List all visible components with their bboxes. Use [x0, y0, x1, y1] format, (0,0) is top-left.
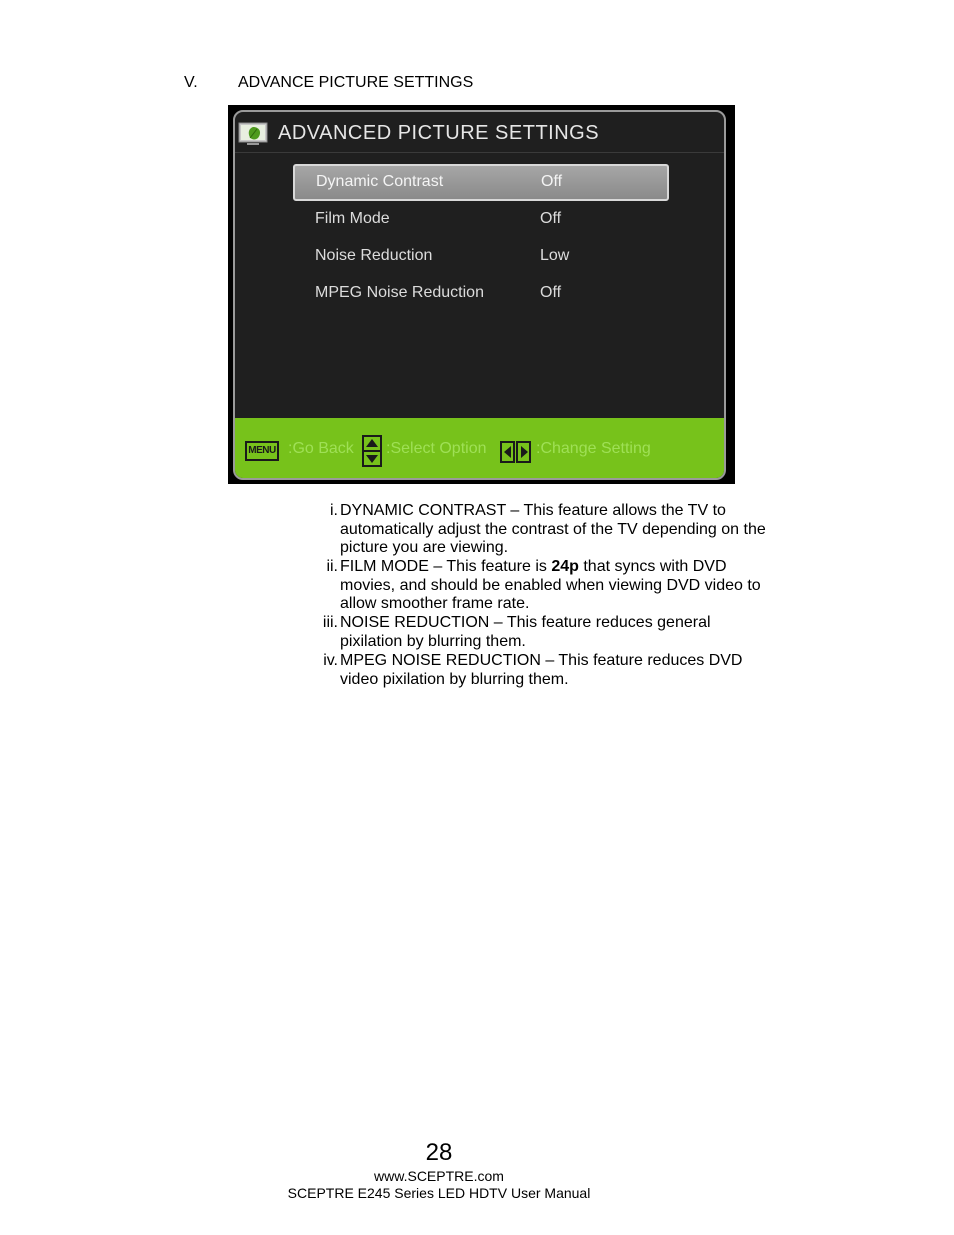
- menu-row-label: Dynamic Contrast: [316, 173, 444, 190]
- osd-divider: [235, 152, 724, 153]
- osd-screenshot: [228, 105, 735, 484]
- list-item-text: MPEG NOISE REDUCTION – This feature reduces DVD video pixilation by blurring them.: [340, 652, 743, 688]
- select-option-hint: :Select Option: [386, 440, 487, 457]
- menu-row-value: Off: [541, 173, 563, 190]
- menu-row-value: Low: [540, 247, 570, 264]
- list-item-text: NOISE REDUCTION – This feature reduces general pixilation by blurring them.: [340, 614, 711, 650]
- menu-row-value: Off: [540, 210, 562, 227]
- go-back-hint: :Go Back: [288, 440, 354, 457]
- menu-row-value: Off: [540, 284, 562, 301]
- osd-panel: [233, 110, 726, 480]
- list-item-text: FILM MODE – This feature is 24p that syncs with DVD movies, and should be enabled when viewing DVD video to allow smoother frame rate.: [340, 558, 761, 613]
- menu-row-label: Noise Reduction: [315, 247, 433, 264]
- manual-title: SCEPTRE E245 Series LED HDTV User Manual: [287, 1185, 591, 1201]
- menu-row-label: Film Mode: [315, 210, 390, 227]
- osd-footer-bar: [235, 418, 724, 478]
- list-item-number: iii.: [322, 614, 338, 631]
- list-item-number: i.: [330, 502, 338, 519]
- menu-row-film-mode[interactable]: [293, 201, 669, 238]
- change-setting-hint: :Change Setting: [536, 440, 651, 457]
- menu-row-noise-reduction[interactable]: [293, 238, 669, 275]
- section-number: V.: [184, 74, 198, 91]
- website-url: www.SCEPTRE.com: [374, 1168, 504, 1184]
- left-right-arrow-icon: [500, 441, 532, 463]
- picture-leaf-icon: [238, 120, 268, 148]
- menu-row-mpeg-noise-reduction[interactable]: [293, 275, 669, 312]
- list-item-number: ii.: [326, 558, 338, 575]
- menu-key-icon: MENU: [245, 441, 279, 461]
- osd-title: ADVANCED PICTURE SETTINGS: [278, 122, 600, 144]
- menu-row-dynamic-contrast[interactable]: [293, 164, 669, 201]
- up-down-arrow-icon: [362, 435, 382, 467]
- menu-row-label: MPEG Noise Reduction: [315, 284, 484, 301]
- list-item-text: DYNAMIC CONTRAST – This feature allows the TV to automatically adjust the contrast of the TV depending on the picture you are viewing.: [340, 502, 766, 557]
- list-item-number: iv.: [323, 652, 338, 669]
- section-title: ADVANCE PICTURE SETTINGS: [238, 74, 474, 91]
- page-number: 28: [425, 1139, 453, 1166]
